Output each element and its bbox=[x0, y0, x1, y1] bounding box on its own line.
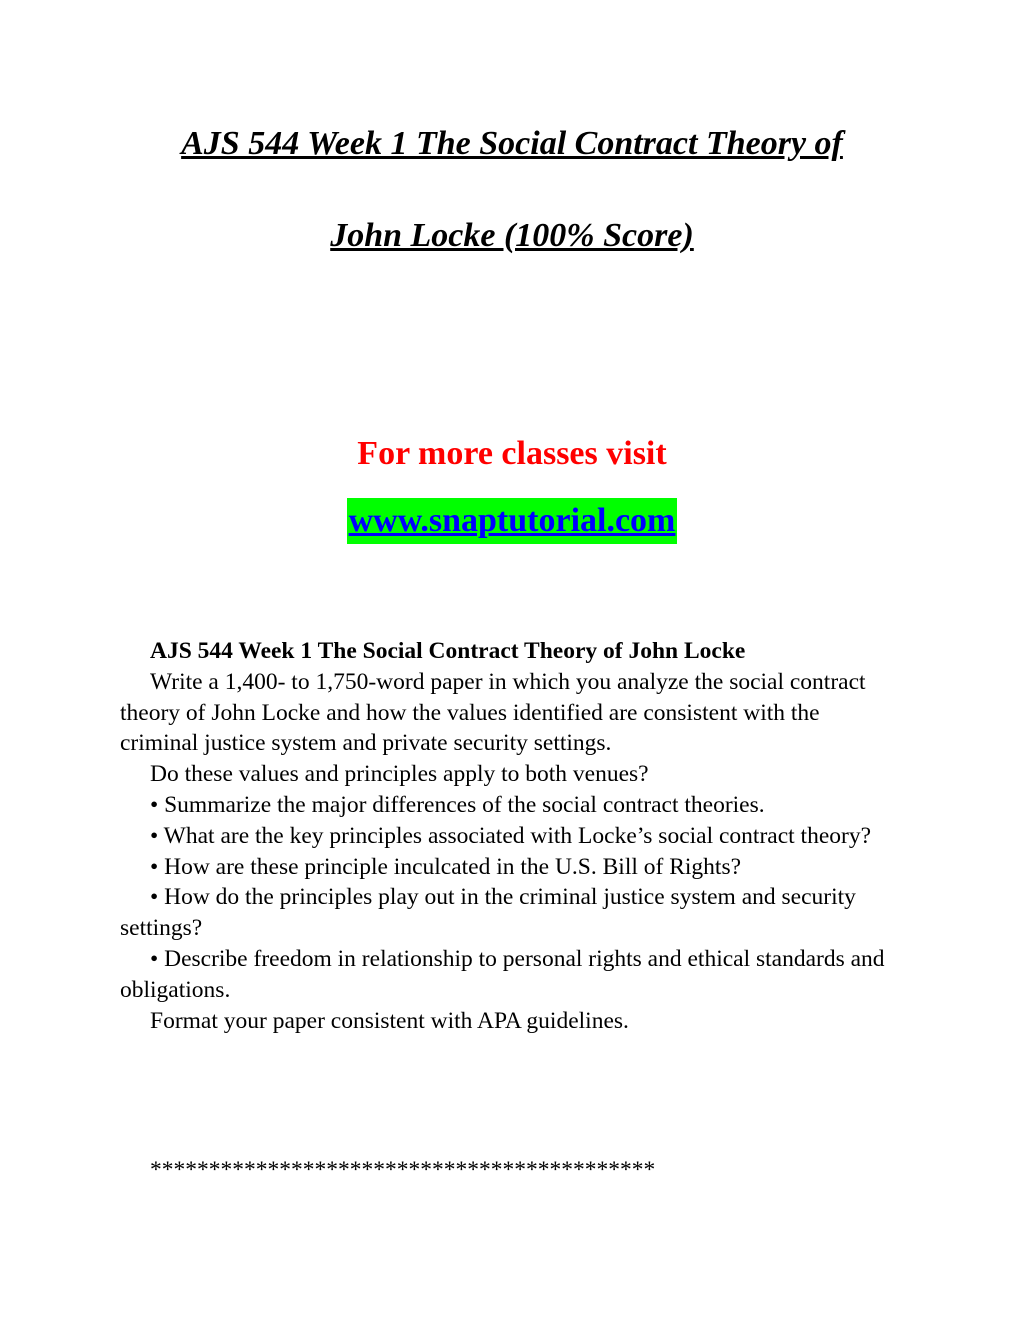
bullet-item: • Summarize the major differences of the social contract theories. bbox=[150, 791, 765, 818]
paragraph: Format your paper consistent with APA guidelines. bbox=[150, 1007, 629, 1034]
document-title-line-1: AJS 544 Week 1 The Social Contract Theory of bbox=[181, 125, 843, 162]
link-container bbox=[0, 498, 1024, 544]
paragraph: Write a 1,400- to 1,750-word paper in which you analyze the social contract theory of John Locke and how the values identified are consistent with the criminal justice system and private security settings. bbox=[120, 668, 866, 757]
separator-stars: ******************************************* bbox=[150, 1157, 656, 1183]
paragraph: Do these values and principles apply to both venues? bbox=[150, 761, 649, 788]
bullet-item: • Describe freedom in relationship to personal rights and ethical standards and obligations. bbox=[120, 945, 885, 1003]
assignment-heading: AJS 544 Week 1 The Social Contract Theory of John Locke bbox=[150, 638, 746, 664]
snaptutorial-link[interactable]: www.snaptutorial.com bbox=[347, 498, 678, 544]
bullet-item: • How are these principle inculcated in the U.S. Bill of Rights? bbox=[150, 853, 742, 880]
assignment-body bbox=[120, 636, 900, 1036]
bullet-item: • What are the key principles associated with Locke’s social contract theory? bbox=[150, 822, 872, 849]
bullet-item: • How do the principles play out in the criminal justice system and security settings? bbox=[120, 884, 856, 942]
document-title-line-2: John Locke (100% Score) bbox=[330, 217, 694, 254]
visit-text: For more classes visit bbox=[357, 435, 667, 472]
